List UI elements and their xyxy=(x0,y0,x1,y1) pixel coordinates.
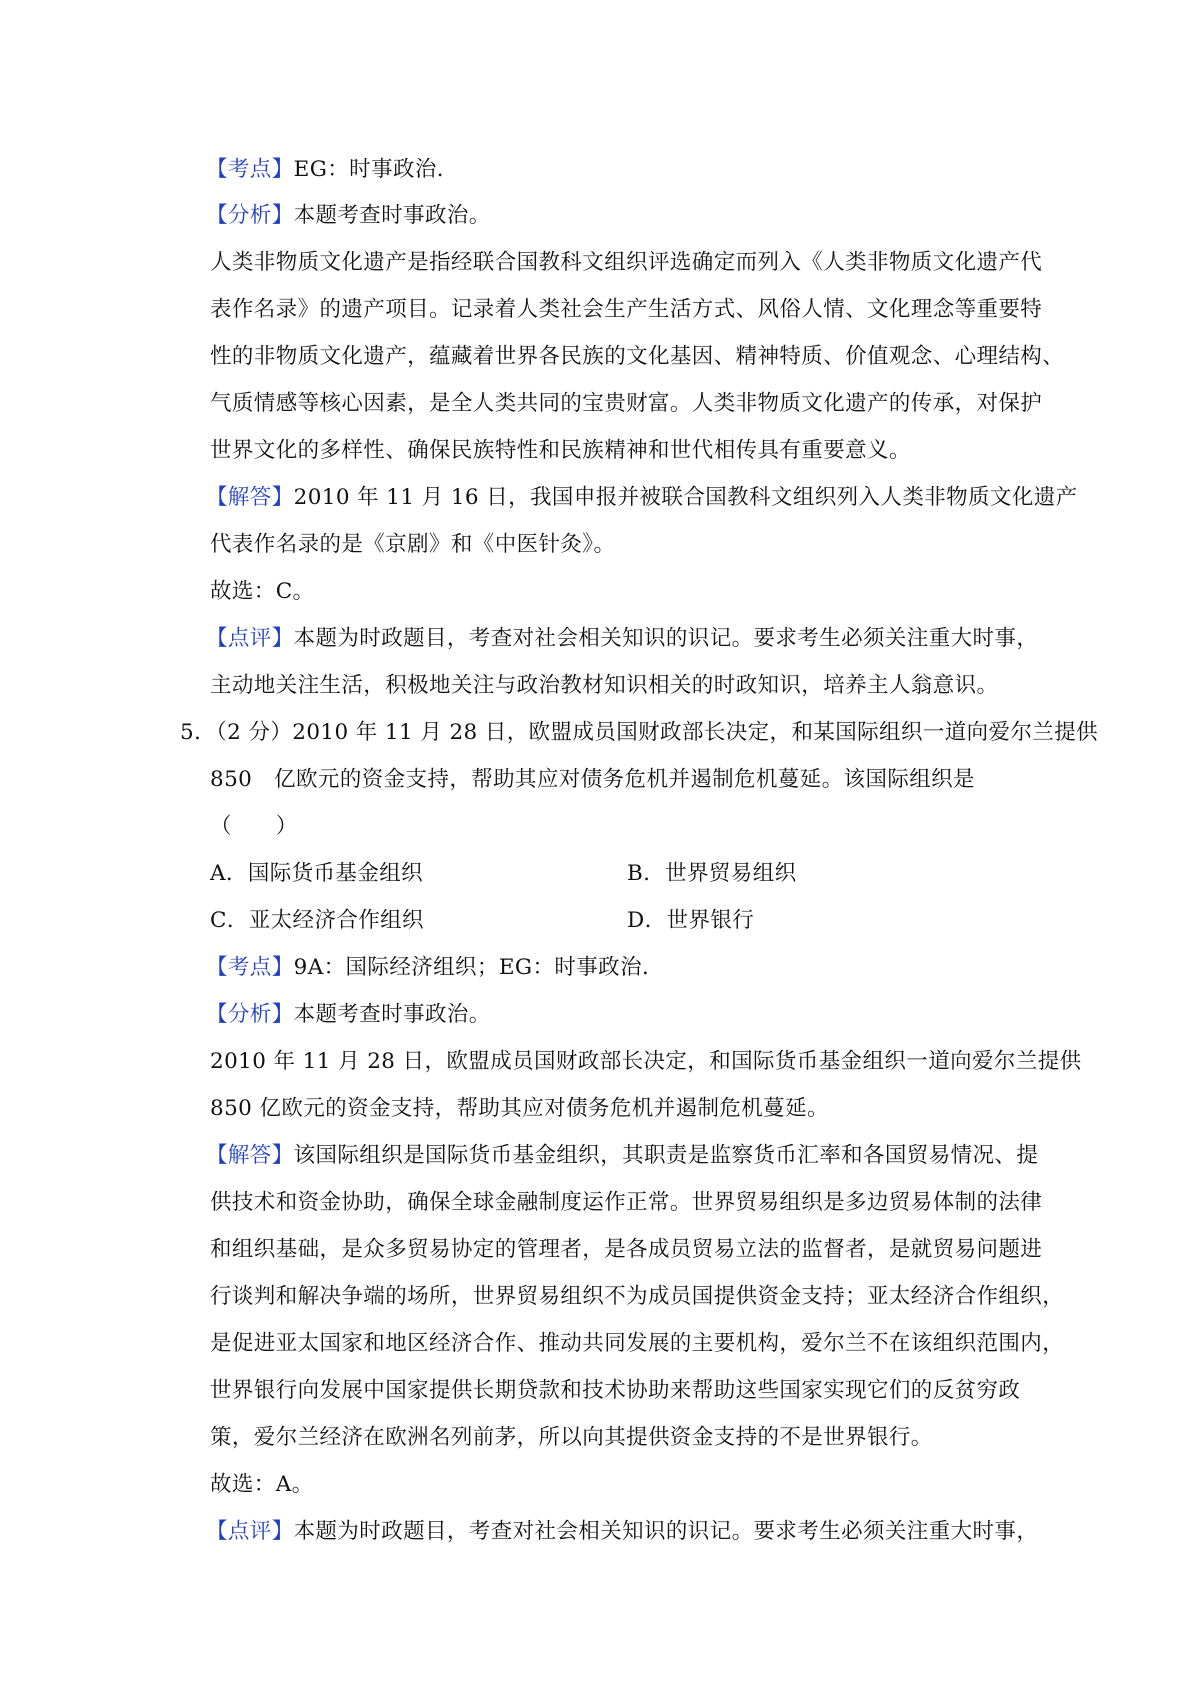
q4-kaodian xyxy=(206,155,1026,185)
fenxi-tag: 【分析】 xyxy=(206,203,294,228)
q4-kaodian-text: EG：时事政治． xyxy=(293,157,459,182)
q5-option-c: C．亚太经济合作组织 xyxy=(210,908,424,933)
q4-dianping-text: 本题为时政题目，考查对社会相关知识的识记。要求考生必须关注重大时事， xyxy=(293,626,1039,651)
q5-answer: 故选：A。 xyxy=(210,1472,314,1497)
q4-analysis-line: 气质情感等核心因素，是全人类共同的宝贵财富。人类非物质文化遗产的传承，对保护 xyxy=(210,391,1043,416)
q5-kaodian-text: 9A：国际经济组织；EG：时事政治． xyxy=(293,955,664,980)
jieda-tag: 【解答】 xyxy=(206,1143,294,1168)
q5-dianping-text: 本题为时政题目，考查对社会相关知识的识记。要求考生必须关注重大时事， xyxy=(293,1519,1039,1544)
q5-jieda-text: 该国际组织是国际货币基金组织，其职责是监察货币汇率和各国贸易情况、提 xyxy=(293,1143,1039,1168)
kaodian-tag: 【考点】 xyxy=(206,955,294,980)
q4-analysis-line: 人类非物质文化遗产是指经联合国教科文组织评选确定而列入《人类非物质文化遗产代 xyxy=(210,250,1043,275)
q5-stem-line: （2 分）2010 年 11 月 28 日，欧盟成员国财政部长决定，和某国际组织一道向爱尔兰提供 xyxy=(215,720,1099,745)
q5-fenxi xyxy=(206,1000,1026,1030)
q4-fenxi xyxy=(206,201,1026,231)
q5-jieda-line: 策，爱尔兰经济在欧洲名列前茅，所以向其提供资金支持的不是世界银行。 xyxy=(210,1425,933,1450)
q5-stem-blank: （ ） xyxy=(210,814,298,839)
q5-dianping xyxy=(206,1517,1039,1547)
q4-analysis-line: 表作名录》的遗产项目。记录着人类社会生产生活方式、风俗人情、文化理念等重要特 xyxy=(210,297,1043,322)
q4-dianping-line: 主动地关注生活，积极地关注与政治教材知识相关的时政知识，培养主人翁意识。 xyxy=(210,673,999,698)
q4-fenxi-text: 本题考查时事政治。 xyxy=(293,203,491,228)
fenxi-tag: 【分析】 xyxy=(206,1002,294,1027)
q5-jieda-line: 和组织基础，是众多贸易协定的管理者，是各成员贸易立法的监督者，是就贸易问题进 xyxy=(210,1237,1043,1262)
q4-analysis-line: 性的非物质文化遗产，蕴藏着世界各民族的文化基因、精神特质、价值观念、心理结构、 xyxy=(210,344,1065,369)
q5-jieda-line: 世界银行向发展中国家提供长期贷款和技术协助来帮助这些国家实现它们的反贫穷政 xyxy=(210,1378,1021,1403)
q5-number xyxy=(180,718,1098,748)
jieda-tag: 【解答】 xyxy=(206,485,294,510)
q4-answer: 故选：C。 xyxy=(210,579,315,604)
q5-jieda xyxy=(206,1141,1039,1171)
q4-jieda xyxy=(206,483,1078,513)
q5-option-d: D．世界银行 xyxy=(627,908,755,933)
q5-kaodian xyxy=(206,953,1026,983)
q5-jieda-line: 供技术和资金协助，确保全球金融制度运作正常。世界贸易组织是多边贸易体制的法律 xyxy=(210,1190,1043,1215)
q4-dianping xyxy=(206,624,1039,654)
dianping-tag: 【点评】 xyxy=(206,1519,294,1544)
kaodian-tag: 【考点】 xyxy=(206,157,294,182)
q4-analysis-line: 世界文化的多样性、确保民族特性和民族精神和世代相传具有重要意义。 xyxy=(210,438,911,463)
q4-jieda-line: 代表作名录的是《京剧》和《中医针灸》。 xyxy=(210,532,616,557)
q5-option-b: B．世界贸易组织 xyxy=(627,861,797,886)
dianping-tag: 【点评】 xyxy=(206,626,294,651)
q5-fenxi-text: 本题考查时事政治。 xyxy=(293,1002,491,1027)
q5-option-a: A．国际货币基金组织 xyxy=(210,861,424,886)
q5-analysis-line: 2010 年 11 月 28 日，欧盟成员国财政部长决定，和国际货币基金组织一道向爱尔兰提供 xyxy=(210,1049,1082,1074)
q5-number-label: 5． xyxy=(180,720,216,745)
q4-jieda-text: 2010 年 11 月 16 日，我国申报并被联合国教科文组织列入人类非物质文化遗产 xyxy=(293,485,1078,510)
q5-jieda-line: 是促进亚太国家和地区经济合作、推动共同发展的主要机构，爱尔兰不在该组织范围内， xyxy=(210,1331,1065,1356)
q5-analysis-line: 850 亿欧元的资金支持，帮助其应对债务危机并遏制危机蔓延。 xyxy=(210,1096,829,1121)
q5-jieda-line: 行谈判和解决争端的场所，世界贸易组织不为成员国提供资金支持；亚太经济合作组织， xyxy=(210,1284,1065,1309)
q5-stem-line: 850 亿欧元的资金支持，帮助其应对债务危机并遏制危机蔓延。该国际组织是 xyxy=(210,767,975,792)
